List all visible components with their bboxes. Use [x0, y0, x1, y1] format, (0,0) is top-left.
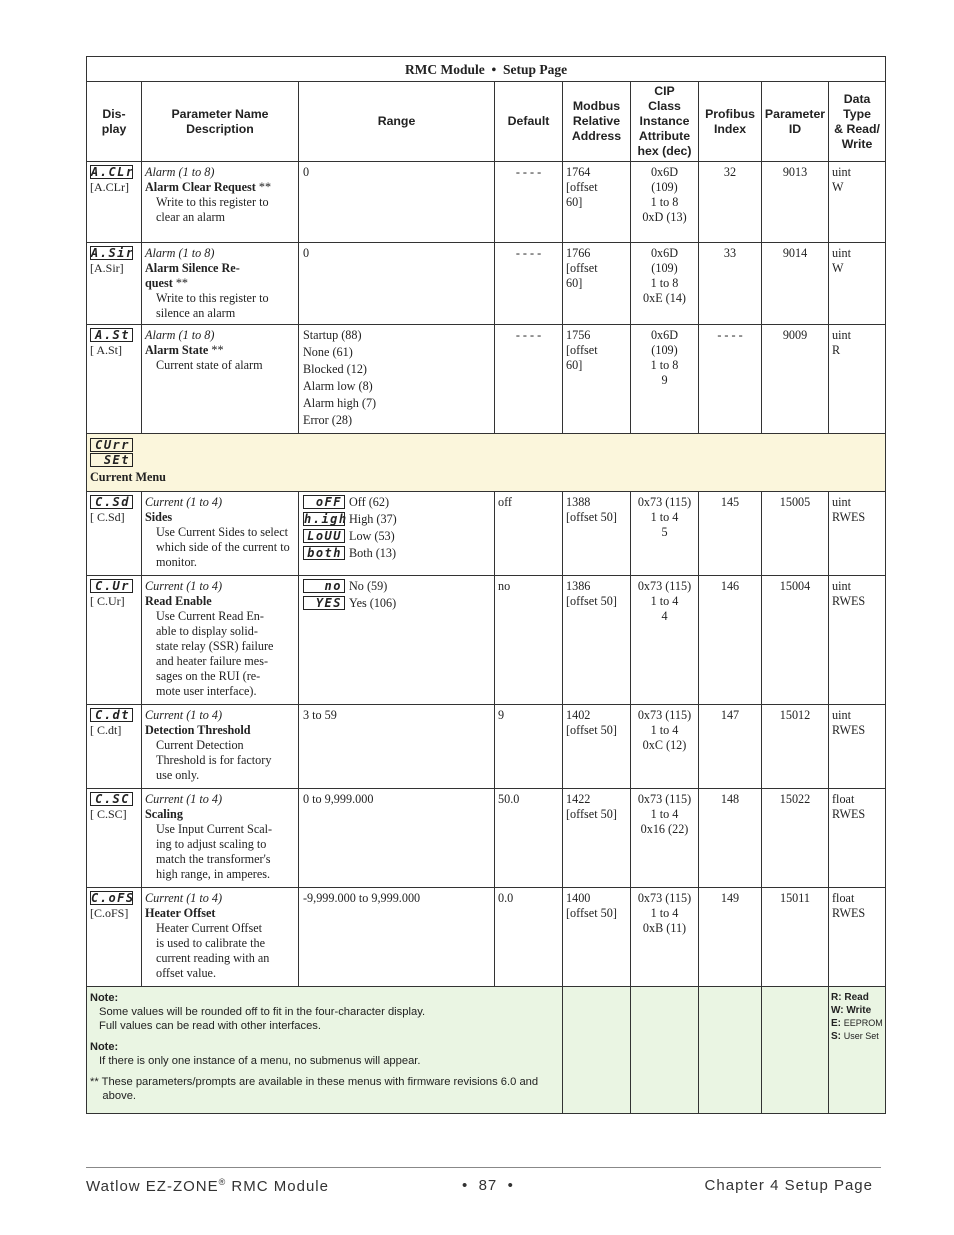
- note3-text: ** These parameters/prompts are available in these menus with firmware revisions 6.0 and above.: [90, 1076, 539, 1102]
- display-lcd: C.Ur: [90, 579, 133, 593]
- profibus-index: 145: [720, 495, 740, 509]
- menu-name: Current (1 to 4): [145, 708, 223, 722]
- modbus-line: 60]: [566, 358, 583, 372]
- profibus-index: 147: [720, 708, 740, 722]
- parameter-description: Current state of alarm: [156, 358, 263, 372]
- cip-line: (109): [651, 180, 678, 194]
- cip-cell: [631, 492, 699, 576]
- profibus-index: - - - -: [717, 328, 743, 342]
- default-cell: [495, 162, 563, 243]
- profibus-index: 33: [723, 246, 737, 260]
- default-value: - - - -: [515, 165, 542, 179]
- range-value: Blocked (12): [303, 362, 367, 376]
- current-menu-header-row: [87, 434, 886, 492]
- data-type-line: uint: [832, 579, 851, 593]
- header-cip: CIP Class Instance Attribute hex (dec): [631, 82, 699, 162]
- legend-eeprom: E: EEPROM: [831, 1018, 883, 1029]
- default-value: 0.0: [498, 891, 514, 905]
- lcd-set: SEt: [90, 453, 133, 467]
- modbus-line: 1402: [566, 708, 591, 722]
- data-type-cell: [829, 888, 886, 987]
- range-option: [303, 546, 491, 563]
- modbus-line: 1756: [566, 328, 591, 342]
- cip-line: 1 to 8: [650, 195, 679, 209]
- display-cell: [87, 576, 142, 705]
- table-title: RMC Module • Setup Page: [87, 57, 886, 82]
- parameter-description: Current Detection Threshold is for factory use only.: [156, 738, 272, 782]
- menu-name: Current (1 to 4): [145, 579, 223, 593]
- data-type-line: RWES: [832, 723, 866, 737]
- modbus-line: 1422: [566, 792, 591, 806]
- menu-name: Alarm (1 to 8): [145, 165, 215, 179]
- parameter-cell: [142, 325, 299, 434]
- note1-heading: Note:: [90, 992, 119, 1004]
- table-row: [87, 789, 886, 888]
- modbus-cell: [563, 243, 631, 325]
- data-type-line: float: [832, 891, 855, 905]
- option-lcd: YES: [303, 596, 345, 610]
- range-option: [303, 495, 491, 512]
- display-lcd: C.dt: [90, 708, 133, 722]
- footer-product: Watlow EZ-ZONE® RMC Module: [86, 1177, 329, 1195]
- profibus-cell: [699, 325, 762, 434]
- default-cell: [495, 789, 563, 888]
- cip-line: 0x6D: [650, 165, 679, 179]
- footer-page-number: • 87 •: [462, 1177, 514, 1194]
- data-type-line: RWES: [832, 906, 866, 920]
- menu-name: Alarm (1 to 8): [145, 328, 215, 342]
- cip-line: 1 to 8: [650, 276, 679, 290]
- data-type-cell: [829, 576, 886, 705]
- option-lcd: LoUU: [303, 529, 345, 543]
- parameter-description: Use Current Sides to select which side of the current to monitor.: [156, 525, 290, 569]
- range-value: 0 to 9,999.000: [303, 792, 374, 806]
- cip-cell: [631, 576, 699, 705]
- cip-line: (109): [651, 261, 678, 275]
- display-lcd: C.oFS: [91, 891, 135, 905]
- parameter-id: 15012: [779, 708, 811, 722]
- range-cell: [299, 325, 495, 434]
- header-parameter-id: Parameter ID: [762, 82, 829, 162]
- setup-page-table-container: [86, 56, 885, 1114]
- range-cell: [299, 705, 495, 789]
- option-label: High (37): [349, 512, 397, 526]
- menu-name: Current (1 to 4): [145, 792, 223, 806]
- profibus-cell: [699, 492, 762, 576]
- range-cell: [299, 576, 495, 705]
- notes-empty-profibus: [699, 987, 762, 1114]
- cip-line: 0xE (14): [643, 291, 686, 305]
- modbus-cell: [563, 492, 631, 576]
- cip-line: 0x73 (115): [637, 708, 692, 722]
- modbus-line: 1764: [566, 165, 591, 179]
- modbus-cell: [563, 325, 631, 434]
- range-value: Alarm low (8): [303, 379, 373, 393]
- data-type-line: uint: [832, 165, 851, 179]
- cip-line: 0x73 (115): [637, 495, 692, 509]
- profibus-index: 148: [720, 792, 740, 806]
- data-type-cell: [829, 492, 886, 576]
- data-type-line: RWES: [832, 510, 866, 524]
- profibus-cell: [699, 705, 762, 789]
- display-lcd: C.SC: [90, 792, 133, 806]
- legend-read: R: Read: [831, 992, 869, 1003]
- default-value: off: [498, 495, 512, 509]
- note2-text: If there is only one instance of a menu, no submenus will appear.: [99, 1055, 421, 1067]
- range-value: Error (28): [303, 413, 353, 427]
- notes-empty-paramid: [762, 987, 829, 1114]
- default-value: 9: [498, 708, 505, 722]
- parameter-cell: [142, 576, 299, 705]
- header-data-type: Data Type & Read/ Write: [829, 82, 886, 162]
- range-value: 3 to 59: [303, 708, 337, 722]
- note1-text: Some values will be rounded off to fit in the four-character display. Full values can be read with other interfaces.: [99, 1006, 426, 1032]
- table-row: [87, 243, 886, 325]
- header-row: [87, 82, 886, 162]
- cip-line: 1 to 4: [650, 594, 679, 608]
- default-cell: [495, 325, 563, 434]
- parameter-cell: [142, 789, 299, 888]
- option-label: No (59): [349, 579, 388, 593]
- parameter-name: Detection Threshold: [145, 723, 251, 737]
- data-type-line: uint: [832, 246, 851, 260]
- page-footer: [86, 1167, 881, 1195]
- option-lcd: no: [303, 579, 345, 593]
- cip-line: 0x6D: [650, 328, 679, 342]
- cip-line: 0x73 (115): [637, 792, 692, 806]
- header-parameter: Parameter Name Description: [142, 82, 299, 162]
- cip-line: 5: [661, 525, 668, 539]
- parameter-description: Use Current Read En- able to display solid- state relay (SSR) failure and heater failure mes- sages on the RUI (re- mote user interface).: [156, 609, 274, 698]
- header-profibus: Profibus Index: [699, 82, 762, 162]
- modbus-cell: [563, 576, 631, 705]
- data-type-cell: [829, 789, 886, 888]
- table-row: [87, 492, 886, 576]
- modbus-line: 60]: [566, 195, 583, 209]
- range-option: [303, 596, 491, 613]
- modbus-line: 1388: [566, 495, 591, 509]
- notes-empty-cip: [631, 987, 699, 1114]
- parameter-cell: [142, 162, 299, 243]
- option-label: Both (13): [349, 546, 397, 560]
- modbus-line: 1766: [566, 246, 591, 260]
- profibus-index: 146: [720, 579, 740, 593]
- display-cell: [87, 789, 142, 888]
- display-lcd: C.Sd: [90, 495, 133, 509]
- display-lcd: A.St: [90, 328, 133, 342]
- cip-line: (109): [651, 343, 678, 357]
- parameter-name: Heater Offset: [145, 906, 216, 920]
- header-range: Range: [299, 82, 495, 162]
- default-cell: [495, 705, 563, 789]
- parameter-id-cell: [762, 325, 829, 434]
- range-cell: [299, 492, 495, 576]
- parameter-id: 15005: [779, 495, 811, 509]
- default-cell: [495, 492, 563, 576]
- range-value: 0: [303, 165, 310, 179]
- parameter-cell: [142, 888, 299, 987]
- parameter-name: Sides: [145, 510, 173, 524]
- modbus-line: [offset: [566, 343, 598, 357]
- display-short-code: [ A.St]: [90, 343, 123, 357]
- display-short-code: [ C.dt]: [90, 723, 122, 737]
- cip-line: 1 to 4: [650, 510, 679, 524]
- table-row: [87, 705, 886, 789]
- modbus-line: 1386: [566, 579, 591, 593]
- range-value: Alarm high (7): [303, 396, 377, 410]
- data-type-line: float: [832, 792, 855, 806]
- parameter-id-cell: [762, 162, 829, 243]
- notes-empty-modbus: [563, 987, 631, 1114]
- default-cell: [495, 243, 563, 325]
- display-lcd: A.CLr: [91, 165, 135, 179]
- modbus-cell: [563, 162, 631, 243]
- cip-cell: [631, 705, 699, 789]
- lcd-curr: CUrr: [90, 438, 133, 452]
- header-modbus: Modbus Relative Address: [563, 82, 631, 162]
- parameter-description: Write to this register to silence an alarm: [156, 291, 269, 320]
- range-option: [303, 529, 491, 546]
- parameter-id: 9014: [782, 246, 808, 260]
- range-value: None (61): [303, 345, 353, 359]
- cip-line: 9: [661, 373, 668, 387]
- profibus-cell: [699, 789, 762, 888]
- range-cell: [299, 162, 495, 243]
- display-lcd: A.Sir: [91, 246, 135, 260]
- legend-user-set: S: User Set: [831, 1031, 879, 1042]
- range-cell: [299, 888, 495, 987]
- display-short-code: [ C.Sd]: [90, 510, 125, 524]
- menu-name: Alarm (1 to 8): [145, 246, 215, 260]
- cip-cell: [631, 243, 699, 325]
- option-label: Yes (106): [349, 596, 397, 610]
- modbus-line: [offset: [566, 180, 598, 194]
- header-default: Default: [495, 82, 563, 162]
- option-lcd: both: [303, 546, 345, 560]
- parameter-id-cell: [762, 888, 829, 987]
- data-type-line: RWES: [832, 594, 866, 608]
- modbus-line: [offset 50]: [566, 807, 617, 821]
- data-type-line: uint: [832, 495, 851, 509]
- modbus-line: 60]: [566, 276, 583, 290]
- cip-cell: [631, 325, 699, 434]
- note2-heading: Note:: [90, 1041, 119, 1053]
- cip-line: 1 to 4: [650, 906, 679, 920]
- cip-line: 0xD (13): [642, 210, 687, 224]
- display-short-code: [C.oFS]: [90, 906, 129, 920]
- modbus-cell: [563, 789, 631, 888]
- cip-line: 0xB (11): [642, 921, 687, 935]
- parameter-id-cell: [762, 789, 829, 888]
- table-row: [87, 576, 886, 705]
- display-cell: [87, 492, 142, 576]
- display-short-code: [A.CLr]: [90, 180, 129, 194]
- option-label: Off (62): [349, 495, 390, 509]
- data-type-line: uint: [832, 328, 851, 342]
- display-cell: [87, 888, 142, 987]
- cip-cell: [631, 789, 699, 888]
- cip-line: 0x73 (115): [637, 579, 692, 593]
- menu-name: Current (1 to 4): [145, 891, 223, 905]
- data-type-line: RWES: [832, 807, 866, 821]
- default-value: no: [498, 579, 511, 593]
- parameter-id-cell: [762, 576, 829, 705]
- cip-line: 0x6D: [650, 246, 679, 260]
- data-type-line: R: [832, 343, 841, 357]
- menu-name: Current (1 to 4): [145, 495, 223, 509]
- option-lcd: h.igh: [304, 512, 348, 526]
- range-option: [303, 512, 491, 529]
- range-cell: [299, 789, 495, 888]
- legend-write: W: Write: [831, 1005, 872, 1016]
- cip-line: 0xC (12): [642, 738, 687, 752]
- parameter-table: [86, 56, 886, 1114]
- parameter-id: 15011: [779, 891, 811, 905]
- parameter-name: Scaling: [145, 807, 183, 821]
- parameter-id: 9009: [782, 328, 808, 342]
- modbus-cell: [563, 705, 631, 789]
- parameter-cell: [142, 492, 299, 576]
- range-value: 0: [303, 246, 310, 260]
- profibus-cell: [699, 888, 762, 987]
- modbus-line: [offset 50]: [566, 594, 617, 608]
- profibus-cell: [699, 576, 762, 705]
- cip-line: 0x73 (115): [637, 891, 692, 905]
- display-short-code: [ C.Ur]: [90, 594, 125, 608]
- parameter-id: 15004: [779, 579, 811, 593]
- cip-line: 1 to 4: [650, 723, 679, 737]
- header-display: Dis- play: [87, 82, 142, 162]
- cip-line: 4: [661, 609, 668, 623]
- range-value: -9,999.000 to 9,999.000: [303, 891, 421, 905]
- default-value: 50.0: [498, 792, 520, 806]
- parameter-name: Alarm Clear Request **: [145, 180, 272, 194]
- table-row: [87, 325, 886, 434]
- option-label: Low (53): [349, 529, 395, 543]
- display-cell: [87, 705, 142, 789]
- parameter-description: Heater Current Offset is used to calibrate the current reading with an offset value.: [156, 921, 270, 980]
- display-cell: [87, 325, 142, 434]
- parameter-name: Read Enable: [145, 594, 212, 608]
- parameter-name: Alarm Silence Re- quest **: [145, 261, 240, 290]
- footer-chapter: Chapter 4 Setup Page: [704, 1177, 873, 1194]
- display-cell: [87, 243, 142, 325]
- data-type-line: uint: [832, 708, 851, 722]
- cip-line: 0x16 (22): [640, 822, 689, 836]
- data-type-cell: [829, 162, 886, 243]
- range-value: Startup (88): [303, 328, 362, 342]
- parameter-id: 9013: [782, 165, 808, 179]
- table-row: [87, 162, 886, 243]
- option-lcd: oFF: [303, 495, 345, 509]
- cip-line: 1 to 4: [650, 807, 679, 821]
- modbus-line: [offset 50]: [566, 723, 617, 737]
- modbus-line: [offset 50]: [566, 510, 617, 524]
- current-menu-title: Current Menu: [90, 470, 166, 484]
- cip-cell: [631, 888, 699, 987]
- default-value: - - - -: [515, 328, 542, 342]
- default-cell: [495, 576, 563, 705]
- profibus-index: 149: [720, 891, 740, 905]
- profibus-cell: [699, 162, 762, 243]
- data-type-line: W: [832, 261, 844, 275]
- parameter-name: Alarm State **: [145, 343, 224, 357]
- parameter-cell: [142, 705, 299, 789]
- modbus-line: [offset 50]: [566, 906, 617, 920]
- profibus-index: 32: [723, 165, 737, 179]
- data-type-cell: [829, 325, 886, 434]
- cip-cell: [631, 162, 699, 243]
- parameter-id-cell: [762, 705, 829, 789]
- data-type-cell: [829, 243, 886, 325]
- modbus-line: [offset: [566, 261, 598, 275]
- default-cell: [495, 888, 563, 987]
- range-cell: [299, 243, 495, 325]
- table-row: [87, 888, 886, 987]
- notes-row: [87, 987, 886, 1114]
- modbus-cell: [563, 888, 631, 987]
- parameter-cell: [142, 243, 299, 325]
- parameter-id-cell: [762, 243, 829, 325]
- data-type-line: W: [832, 180, 844, 194]
- default-value: - - - -: [515, 246, 542, 260]
- modbus-line: 1400: [566, 891, 591, 905]
- range-option: [303, 579, 491, 596]
- parameter-description: Use Input Current Scal- ing to adjust scaling to match the transformer's high range, in amperes.: [156, 822, 273, 881]
- display-short-code: [A.Sir]: [90, 261, 124, 275]
- notes-cell: [87, 987, 563, 1114]
- data-type-cell: [829, 705, 886, 789]
- display-cell: [87, 162, 142, 243]
- display-short-code: [ C.SC]: [90, 807, 127, 821]
- legend-cell: [829, 987, 886, 1114]
- parameter-id-cell: [762, 492, 829, 576]
- profibus-cell: [699, 243, 762, 325]
- parameter-id: 15022: [779, 792, 811, 806]
- parameter-description: Write to this register to clear an alarm: [156, 195, 269, 224]
- cip-line: 1 to 8: [650, 358, 679, 372]
